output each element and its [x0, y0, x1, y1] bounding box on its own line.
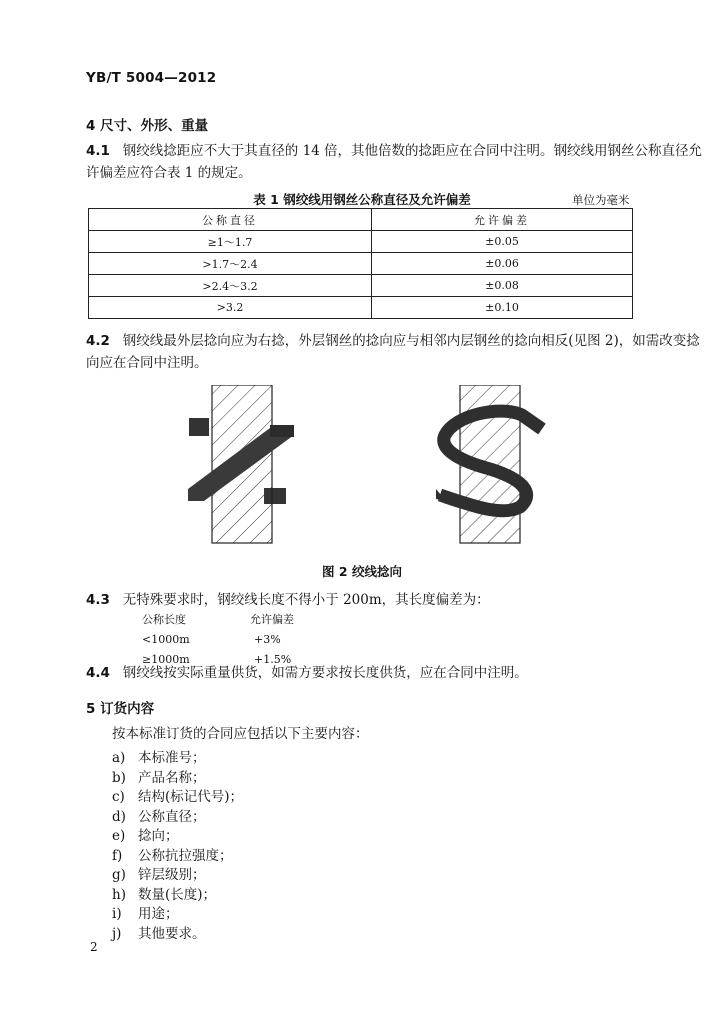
- list-item: f) 公称抗拉强度；: [112, 847, 233, 864]
- length-cell: <1000m: [142, 633, 190, 646]
- list-item: j) 其他要求。: [112, 925, 206, 942]
- column-header: 公称直径: [89, 209, 372, 231]
- s-lay-diagram: [436, 385, 542, 543]
- list-item: c) 结构(标记代号)；: [112, 789, 244, 805]
- table-unit: 单位为毫米: [572, 193, 630, 207]
- column-header: 允许偏差: [372, 209, 633, 231]
- table-1-title: 表 1 钢绞线用钢丝公称直径及允许偏差: [253, 192, 471, 207]
- clause-text-line2: 向应在合同中注明。: [86, 355, 208, 371]
- tolerance-cell: ±0.05: [372, 231, 633, 253]
- list-item: g) 锌层级别；: [112, 867, 206, 883]
- clause-number: 4.3: [86, 592, 110, 608]
- tolerance-cell: ±0.06: [372, 253, 633, 275]
- clause-number: 4.4: [86, 665, 110, 681]
- page-number: 2: [90, 940, 98, 954]
- clause-number: 4.2: [86, 333, 110, 349]
- column-header: 公称长度: [142, 613, 186, 626]
- tolerance-table: [88, 208, 633, 319]
- diameter-cell: ≥1～1.7: [89, 231, 372, 253]
- wire-stub-right: [270, 425, 294, 437]
- clause-text: 无特殊要求时，钢绞线长度不得小于 200m，其长度偏差为：: [122, 592, 490, 608]
- clause-4-2: [86, 330, 700, 374]
- clause-4-1: [86, 140, 702, 184]
- diameter-cell: >2.4～3.2: [89, 275, 372, 297]
- list-item: i) 用途；: [112, 906, 179, 922]
- list-item: d) 公称直径；: [112, 808, 206, 825]
- clause-text: 钢绞线按实际重量供货，如需方要求按长度供货，应在合同中注明。: [122, 665, 528, 681]
- tolerance-cell: ±0.08: [372, 275, 633, 297]
- figure-2-caption: 图 2 绞线捻向: [322, 564, 402, 579]
- standard-code: YB/T 5004—2012: [86, 70, 217, 86]
- z-lay-diagram: [188, 385, 294, 543]
- order-content-list: [112, 746, 412, 946]
- length-cell: ≥1000m: [142, 653, 190, 666]
- clause-number: 4.1: [86, 143, 110, 159]
- length-tolerance-list: [142, 610, 342, 670]
- list-item: a) 本标准号；: [112, 750, 206, 766]
- clause-4-4: [86, 662, 528, 684]
- list-item: b) 产品名称；: [112, 769, 206, 786]
- table-row: [89, 231, 633, 253]
- table-row: [89, 297, 633, 319]
- tolerance-cell: +1.5%: [254, 653, 292, 666]
- table-row: [89, 253, 633, 275]
- table-row: [89, 275, 633, 297]
- clause-text-line1: 钢绞线捻距应不大于其直径的 14 倍，其他倍数的捻距应在合同中注明。钢绞线用钢丝公称直径允: [122, 143, 703, 159]
- clause-4-3: [86, 589, 490, 611]
- diameter-cell: >3.2: [89, 297, 372, 319]
- table-header-row: [89, 209, 633, 231]
- order-intro: 按本标准订货的合同应包括以下主要内容：: [112, 726, 369, 742]
- column-header: 允许偏差: [250, 613, 294, 626]
- wire-stub-upper: [189, 418, 209, 436]
- clause-text-line1: 钢绞线最外层捻向应为右捻，外层钢丝的捻向应与相邻内层钢丝的捻向相反(见图 2)，如需改变捻: [122, 333, 700, 349]
- tolerance-cell: +3%: [254, 633, 281, 646]
- diameter-cell: >1.7～2.4: [89, 253, 372, 275]
- section-4-heading: 4 尺寸、外形、重量: [86, 118, 209, 134]
- tolerance-cell: ±0.10: [372, 297, 633, 319]
- table-row: [142, 630, 342, 650]
- list-item: e) 捻向；: [112, 828, 179, 844]
- lay-direction-figure: [170, 385, 560, 550]
- list-item: h) 数量(长度)；: [112, 886, 217, 903]
- section-5-heading: 5 订货内容: [86, 701, 155, 717]
- clause-text-line2: 许偏差应符合表 1 的规定。: [86, 165, 252, 181]
